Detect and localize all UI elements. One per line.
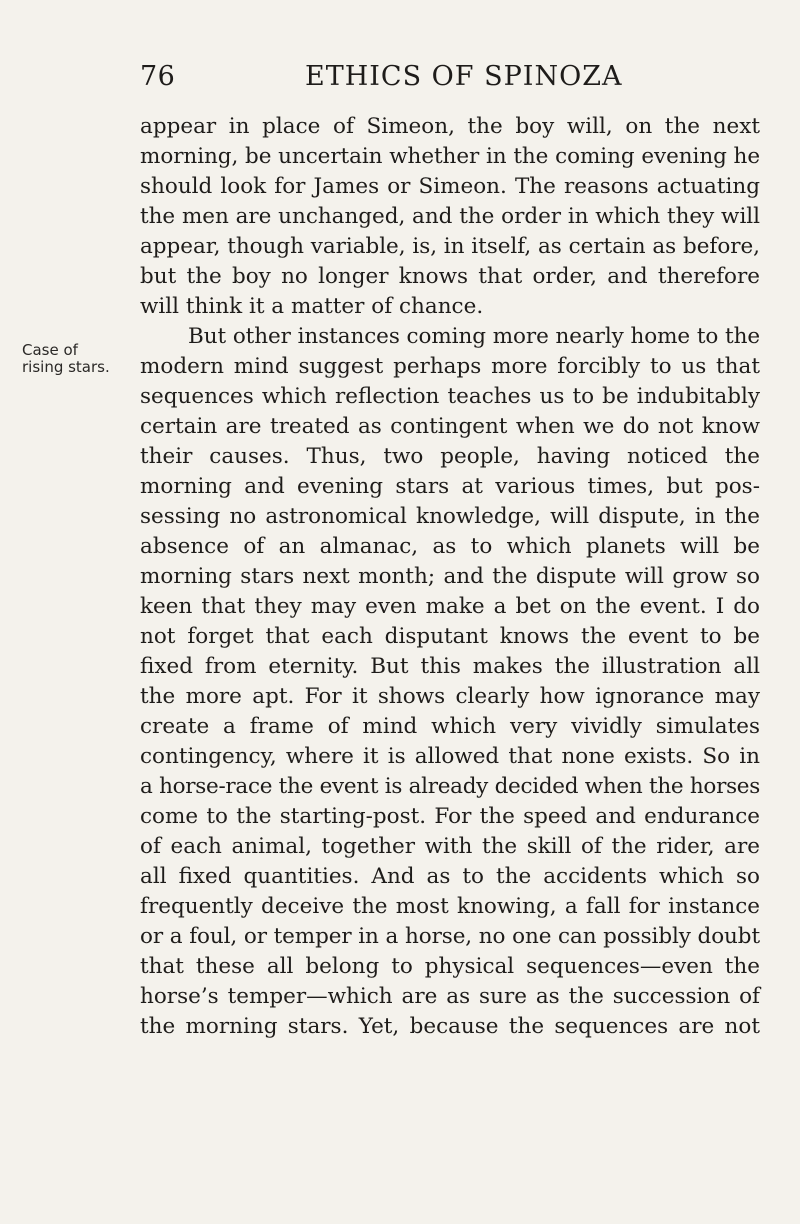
margin-note-line: rising stars.: [22, 358, 110, 376]
text-line: a horse-race the event is already decided when the horses: [140, 774, 760, 799]
text-line: the men are unchanged, and the order in which they will: [140, 204, 760, 229]
text-line: will think it a matter of chance.: [140, 294, 484, 319]
text-line: all fixed quantities. And as to the accidents which so: [140, 864, 760, 889]
text-line: the more apt. For it shows clearly how ignorance may: [140, 684, 760, 709]
text-line: or a foul, or temper in a horse, no one can possibly doubt: [140, 924, 760, 949]
text-line: morning and evening stars at various times, but pos-: [140, 474, 760, 499]
text-line: appear, though variable, is, in itself, as certain as before,: [140, 234, 760, 259]
text-line: fixed from eternity. But this makes the illustration all: [140, 654, 760, 679]
text-line: their causes. Thus, two people, having noticed the: [140, 444, 760, 469]
text-line: keen that they may even make a bet on the event. I do: [140, 594, 760, 619]
running-head: ETHICS OF SPINOZA: [305, 61, 623, 92]
text-line: the morning stars. Yet, because the sequences are not: [140, 1014, 760, 1039]
text-line: absence of an almanac, as to which planets will be: [140, 534, 760, 559]
margin-note-line: Case of: [22, 341, 78, 359]
text-line: that these all belong to physical sequences—even the: [140, 954, 760, 979]
text-line: not forget that each disputant knows the event to be: [140, 624, 760, 649]
margin-note: [22, 342, 110, 376]
text-line: morning, be uncertain whether in the coming evening he: [140, 144, 760, 169]
text-line: certain are treated as contingent when we do not know: [140, 414, 760, 439]
text-line: should look for James or Simeon. The reasons actuating: [140, 174, 760, 199]
text-line: create a frame of mind which very vividly simulates: [140, 714, 760, 739]
text-line: come to the starting-post. For the speed and endurance: [140, 804, 760, 829]
text-line: modern mind suggest perhaps more forcibly to us that: [140, 354, 760, 379]
text-line: But other instances coming more nearly home to the: [188, 324, 760, 349]
text-line: morning stars next month; and the dispute will grow so: [140, 564, 760, 589]
text-line: horse’s temper—which are as sure as the succession of: [140, 984, 760, 1009]
text-line: but the boy no longer knows that order, and therefore: [140, 264, 760, 289]
text-line: sessing no astronomical knowledge, will dispute, in the: [140, 504, 760, 529]
page-number: 76: [140, 61, 176, 92]
text-line: frequently deceive the most knowing, a fall for instance: [140, 894, 760, 919]
page-header: [140, 60, 750, 100]
text-line: sequences which reflection teaches us to be indubitably: [140, 384, 760, 409]
text-line: appear in place of Simeon, the boy will, on the next: [140, 114, 760, 139]
text-line: of each animal, together with the skill of the rider, are: [140, 834, 760, 859]
text-line: contingency, where it is allowed that none exists. So in: [140, 744, 760, 769]
body-text: [140, 112, 760, 1042]
